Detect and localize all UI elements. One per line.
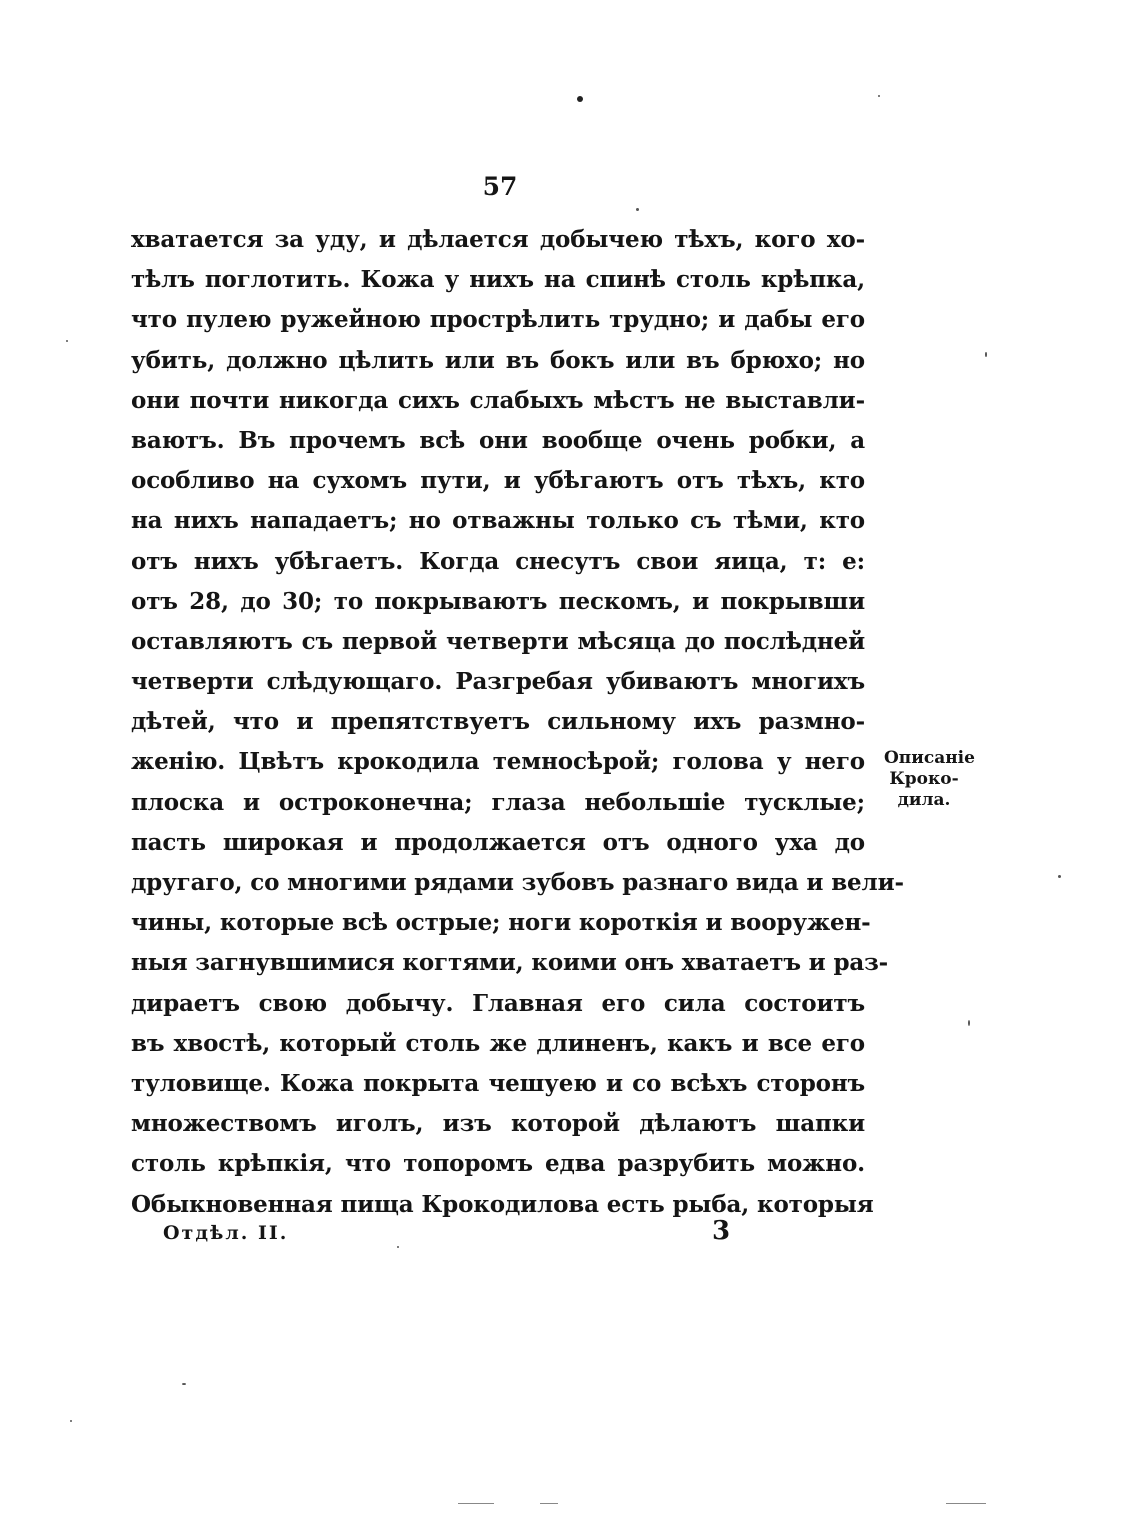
- text-line: туловище. Кожа покрыта чешуею и со всѣхъ сторонъ: [131, 1069, 865, 1097]
- text-line: убить, должно цѣлить или въ бокъ или въ брюхо; но: [131, 346, 865, 374]
- text-line: плоска и остроконечна; глаза небольшіе тусклые;: [131, 788, 865, 816]
- text-line: ваютъ. Въ прочемъ всѣ они вообще очень робки, а: [131, 426, 865, 454]
- text-line: отъ нихъ убѣгаетъ. Когда снесутъ свои яица, т: е:: [131, 547, 865, 575]
- text-line: пасть широкая и продолжается отъ одного уха до: [131, 828, 865, 856]
- marginal-note: [884, 748, 975, 811]
- text-line: они почти никогда сихъ слабыхъ мѣстъ не выставли-: [131, 386, 865, 414]
- ink-speck: [397, 1246, 399, 1248]
- text-line: особливо на сухомъ пути, и убѣгаютъ отъ тѣхъ, кто: [131, 467, 865, 495]
- text-line: въ хвостѣ, который столь же длиненъ, какъ и все его: [131, 1029, 865, 1057]
- ink-speck: [636, 208, 639, 211]
- ink-speck: [182, 1383, 186, 1385]
- text-line: множествомъ иголъ, изъ которой дѣлаютъ шапки: [131, 1110, 865, 1138]
- text-line: чины, которые всѣ острые; ноги короткія и вооружен-: [131, 909, 871, 937]
- body-text: [131, 220, 904, 1225]
- text-line: четверти слѣдующаго. Разгребая убиваютъ многихъ: [131, 668, 865, 696]
- section-footer: Отдѣл. II.: [163, 1222, 289, 1244]
- text-line: столь крѣпкія, что топоромъ едва разрубить можно.: [131, 1150, 865, 1178]
- scan-mark: [946, 1503, 986, 1504]
- ink-speck: [968, 1020, 970, 1026]
- text-line: хватается за уду, и дѣлается добычею тѣхъ, кого хо-: [131, 226, 865, 253]
- ink-speck: [70, 1420, 72, 1422]
- text-line: ныя загнувшимися когтями, коими онъ хватаетъ и раз-: [131, 949, 889, 977]
- ink-speck: [878, 95, 880, 97]
- ink-speck: [577, 96, 583, 102]
- marginal-note-line: дила.: [897, 790, 951, 810]
- text-line: дираетъ свою добычу. Главная его сила состоитъ: [131, 989, 865, 1017]
- ink-speck: [985, 352, 987, 357]
- text-line: женію. Цвѣтъ крокодила темносѣрой; голова у него: [131, 748, 865, 776]
- marginal-note-line: Описаніе: [884, 748, 975, 768]
- scan-mark: [540, 1503, 558, 1504]
- text-line: отъ 28, до 30; то покрываютъ пескомъ, и покрывши: [131, 587, 865, 615]
- ink-speck: [1058, 875, 1061, 878]
- text-line: что пулею ружейною прострѣлить трудно; и дабы его: [131, 306, 865, 334]
- text-line: тѣлъ поглотить. Кожа у нихъ на спинѣ столь крѣпка,: [131, 266, 865, 294]
- text-line: на нихъ нападаетъ; но отважны только съ тѣми, кто: [131, 507, 865, 535]
- signature-mark: 3: [712, 1216, 731, 1246]
- marginal-note-line: Кроко-: [889, 769, 959, 789]
- ink-speck: [66, 340, 68, 342]
- text-line: оставляютъ съ первой четверти мѣсяца до послѣдней: [131, 627, 865, 655]
- text-line: дѣтей, что и препятствуетъ сильному ихъ размно-: [131, 708, 865, 736]
- text-line: Обыкновенная пища Крокодилова есть рыба, которыя: [131, 1190, 874, 1218]
- scan-mark: [458, 1503, 494, 1504]
- page-number: 57: [482, 172, 518, 201]
- text-line: другаго, со многими рядами зубовъ разнаго вида и вели-: [131, 869, 904, 896]
